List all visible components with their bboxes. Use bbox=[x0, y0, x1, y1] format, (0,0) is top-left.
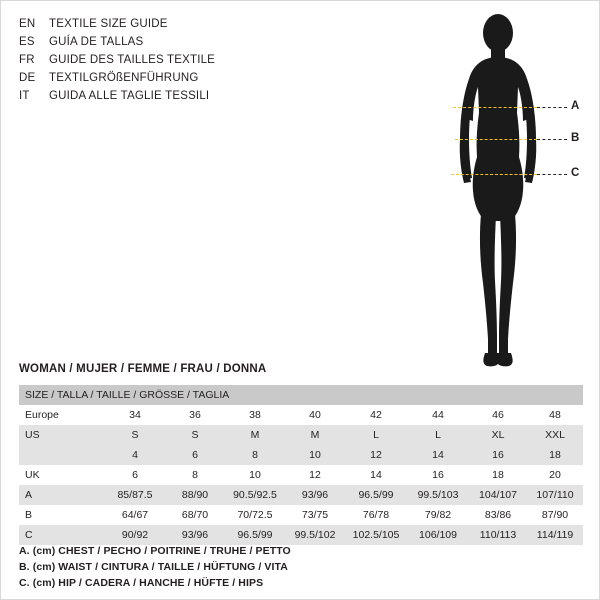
cell: 107/110 bbox=[527, 485, 583, 505]
language-row-en bbox=[19, 15, 319, 33]
cell: M bbox=[285, 425, 345, 445]
row-label: UK bbox=[19, 465, 105, 485]
cell: 12 bbox=[345, 445, 407, 465]
cell: 93/96 bbox=[285, 485, 345, 505]
cell: 90.5/92.5 bbox=[225, 485, 285, 505]
cell: 104/107 bbox=[469, 485, 527, 505]
cell: 93/96 bbox=[165, 525, 225, 545]
cell: 88/90 bbox=[165, 485, 225, 505]
language-text-it: GUIDA ALLE TAGLIE TESSILI bbox=[49, 90, 210, 102]
language-text-fr: GUIDE DES TAILLES TEXTILE bbox=[49, 54, 216, 66]
cell: 16 bbox=[469, 445, 527, 465]
cell: 76/78 bbox=[345, 505, 407, 525]
cell: 110/113 bbox=[469, 525, 527, 545]
language-code-es: ES bbox=[19, 36, 35, 48]
cell: 8 bbox=[165, 465, 225, 485]
measure-line-a bbox=[453, 107, 537, 108]
size-table bbox=[19, 385, 583, 545]
row-label: US bbox=[19, 425, 105, 445]
row-label: C bbox=[19, 525, 105, 545]
language-text-en: TEXTILE SIZE GUIDE bbox=[49, 18, 168, 30]
measure-leader-b bbox=[537, 139, 567, 140]
cell: 70/72.5 bbox=[225, 505, 285, 525]
measure-line-c bbox=[451, 174, 537, 175]
language-code-fr: FR bbox=[19, 54, 35, 66]
language-row-fr bbox=[19, 51, 319, 69]
table-row bbox=[19, 505, 583, 525]
cell: 18 bbox=[527, 445, 583, 465]
table-row bbox=[19, 425, 583, 445]
language-text-de: TEXTILGRÖßENFÜHRUNG bbox=[49, 72, 199, 84]
table-row bbox=[19, 525, 583, 545]
cell: 96.5/99 bbox=[345, 485, 407, 505]
cell: 42 bbox=[345, 405, 407, 425]
cell: XL bbox=[469, 425, 527, 445]
language-row-de bbox=[19, 69, 319, 87]
language-code-en: EN bbox=[19, 18, 36, 30]
cell: 64/67 bbox=[105, 505, 165, 525]
table-row bbox=[19, 485, 583, 505]
legend-row-a: A. (cm) CHEST / PECHO / POITRINE / TRUHE / PETTO bbox=[19, 545, 291, 557]
cell: L bbox=[345, 425, 407, 445]
cell: 106/109 bbox=[407, 525, 469, 545]
language-title-list bbox=[19, 15, 319, 105]
row-label: A bbox=[19, 485, 105, 505]
cell: 6 bbox=[165, 445, 225, 465]
measure-leader-a bbox=[537, 107, 567, 108]
measure-label-c: C bbox=[571, 167, 580, 179]
cell: 46 bbox=[469, 405, 527, 425]
measurement-legend bbox=[19, 543, 579, 591]
language-code-it: IT bbox=[19, 90, 30, 102]
cell: 12 bbox=[285, 465, 345, 485]
row-label bbox=[19, 445, 105, 465]
measure-label-b: B bbox=[571, 132, 580, 144]
cell: 18 bbox=[469, 465, 527, 485]
cell: 44 bbox=[407, 405, 469, 425]
cell: 85/87.5 bbox=[105, 485, 165, 505]
cell: 14 bbox=[407, 445, 469, 465]
female-figure-diagram bbox=[401, 9, 591, 374]
cell: 87/90 bbox=[527, 505, 583, 525]
cell: 96.5/99 bbox=[225, 525, 285, 545]
measure-label-a: A bbox=[571, 100, 580, 112]
cell: S bbox=[105, 425, 165, 445]
section-title: WOMAN / MUJER / FEMME / FRAU / DONNA bbox=[19, 363, 267, 375]
language-row-es bbox=[19, 33, 319, 51]
cell: 48 bbox=[527, 405, 583, 425]
language-code-de: DE bbox=[19, 72, 36, 84]
cell: 6 bbox=[105, 465, 165, 485]
cell: 14 bbox=[345, 465, 407, 485]
table-row bbox=[19, 445, 583, 465]
cell: 16 bbox=[407, 465, 469, 485]
language-text-es: GUÍA DE TALLAS bbox=[49, 36, 144, 48]
cell: 79/82 bbox=[407, 505, 469, 525]
female-silhouette-icon bbox=[443, 9, 553, 374]
table-header-label: SIZE / TALLA / TAILLE / GRÖSSE / TAGLIA bbox=[19, 385, 583, 405]
cell: 83/86 bbox=[469, 505, 527, 525]
cell: 36 bbox=[165, 405, 225, 425]
language-row-it bbox=[19, 87, 319, 105]
cell: M bbox=[225, 425, 285, 445]
row-label: Europe bbox=[19, 405, 105, 425]
table-row bbox=[19, 405, 583, 425]
cell: 73/75 bbox=[285, 505, 345, 525]
cell: 38 bbox=[225, 405, 285, 425]
cell: L bbox=[407, 425, 469, 445]
row-label: B bbox=[19, 505, 105, 525]
table-row bbox=[19, 465, 583, 485]
cell: 90/92 bbox=[105, 525, 165, 545]
cell: 99.5/102 bbox=[285, 525, 345, 545]
cell: S bbox=[165, 425, 225, 445]
cell: 4 bbox=[105, 445, 165, 465]
cell: 114/119 bbox=[527, 525, 583, 545]
legend-row-c: C. (cm) HIP / CADERA / HANCHE / HÜFTE / HIPS bbox=[19, 577, 264, 589]
cell: 99.5/103 bbox=[407, 485, 469, 505]
table-header-row bbox=[19, 385, 583, 405]
cell: 8 bbox=[225, 445, 285, 465]
cell: 10 bbox=[285, 445, 345, 465]
measure-leader-c bbox=[537, 174, 567, 175]
cell: 40 bbox=[285, 405, 345, 425]
measure-line-b bbox=[455, 139, 537, 140]
legend-row-b: B. (cm) WAIST / CINTURA / TAILLE / HÜFTUNG / VITA bbox=[19, 561, 288, 573]
cell: 102.5/105 bbox=[345, 525, 407, 545]
cell: 10 bbox=[225, 465, 285, 485]
cell: 68/70 bbox=[165, 505, 225, 525]
cell: 20 bbox=[527, 465, 583, 485]
cell: 34 bbox=[105, 405, 165, 425]
cell: XXL bbox=[527, 425, 583, 445]
